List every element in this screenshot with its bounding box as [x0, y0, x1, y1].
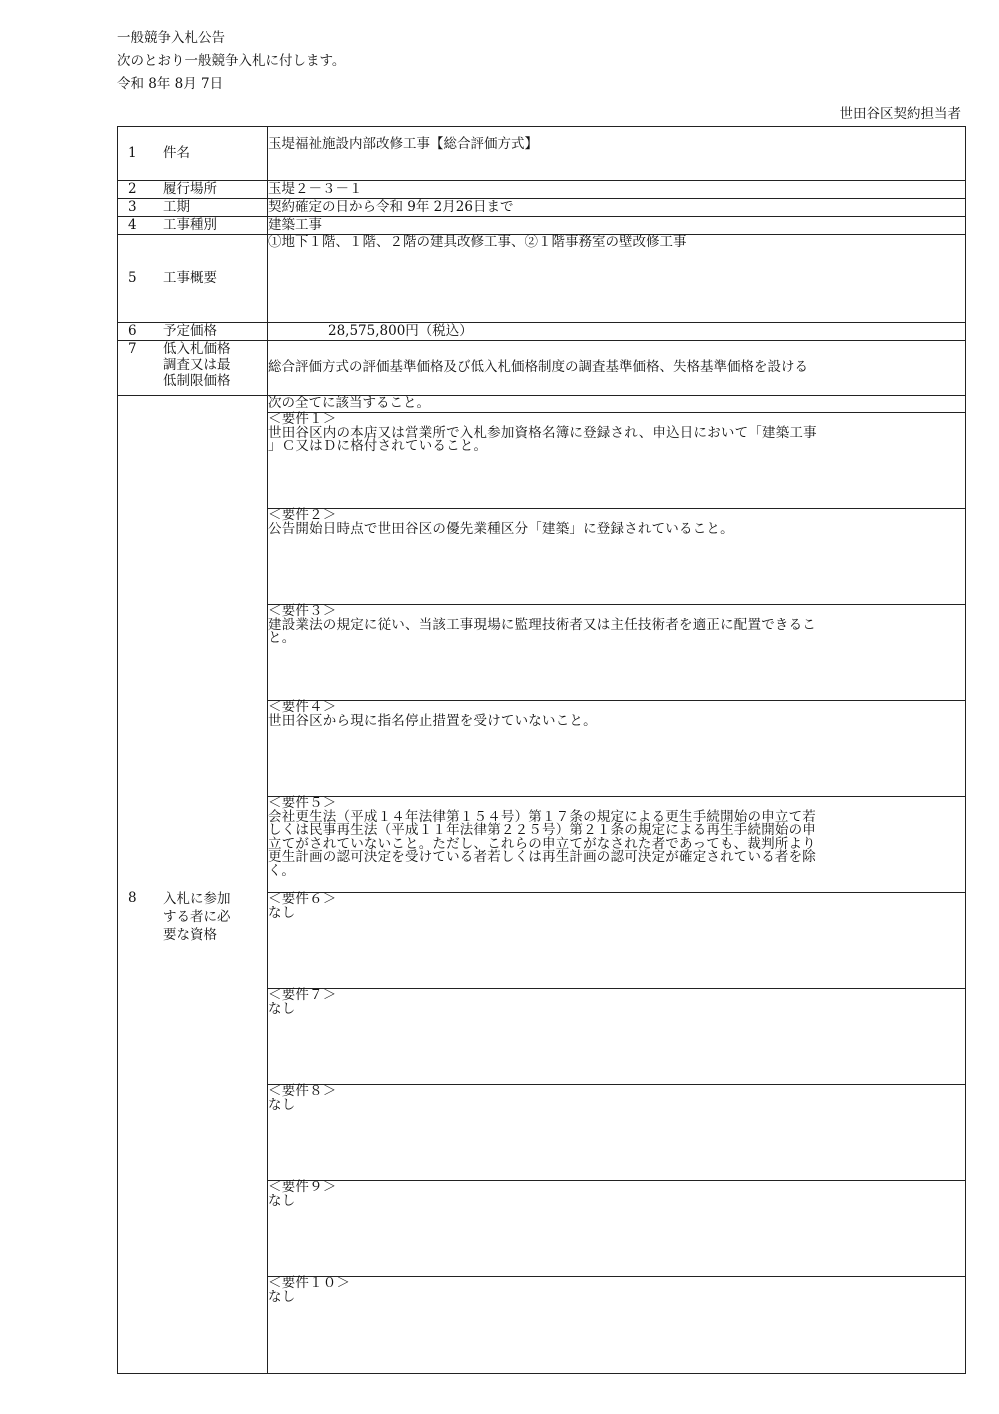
requirement-text: なし	[268, 1096, 296, 1113]
location-value: 玉堤２－３－１	[268, 181, 966, 199]
row-label-line: 調査又は最	[163, 356, 231, 373]
requirement-title: ＜要件３＞	[268, 603, 337, 619]
qualification-label-cell	[118, 396, 268, 1374]
requirement-title: ＜要件４＞	[268, 699, 337, 715]
requirement-text: なし	[268, 1192, 296, 1209]
requirement-text: 会社更生法（平成１４年法律第１５４号）第１７条の規定による更生手続開始の申立て若	[268, 808, 816, 825]
row-number: 7	[128, 341, 137, 357]
requirement-text: しくは民事再生法（平成１１年法律第２２５号）第２１条の規定による再生手続開始の申	[268, 822, 816, 838]
period-value: 契約確定の日から令和 9年 2月26日まで	[268, 199, 966, 217]
requirement-text: 世田谷区から現に指名停止措置を受けていないこと。	[268, 712, 597, 729]
requirement-title: ＜要件１０＞	[268, 1275, 351, 1291]
requirement-text: なし	[268, 904, 296, 921]
row-estimated-price	[118, 323, 966, 341]
requirement-title: ＜要件１＞	[268, 411, 337, 427]
row-label: 予定価格	[163, 322, 217, 339]
row-number: 8	[128, 890, 137, 906]
row-work-type	[118, 217, 966, 235]
requirement-title: ＜要件２＞	[268, 507, 337, 523]
row-label: 工期	[163, 198, 190, 215]
row-label: 工事種別	[163, 216, 217, 233]
row-label-line: 入札に参加	[163, 891, 231, 907]
row-number: 6	[128, 322, 137, 339]
requirement-text: と。	[268, 630, 296, 646]
requirement-text: く。	[268, 862, 296, 879]
requirement-title: ＜要件５＞	[268, 795, 337, 811]
row-number: 3	[128, 198, 137, 215]
project-name-value: 玉堤福祉施設内部改修工事【総合評価方式】	[268, 127, 966, 181]
requirement-text: なし	[268, 1000, 296, 1017]
row-label-line: 要な資格	[163, 926, 217, 943]
notice-date: 令和 8年 8月 7日	[117, 76, 224, 92]
requirement-title: ＜要件７＞	[268, 987, 337, 1003]
row-label-line: する者に必	[163, 908, 231, 925]
row-number: 2	[128, 180, 137, 197]
requirement-title: ＜要件６＞	[268, 891, 337, 907]
row-label: 工事概要	[163, 269, 217, 286]
row-project-name	[118, 127, 966, 181]
requirement-text: 立てがされていないこと。ただし、これらの申立てがなされた者であっても、裁判所より	[268, 835, 816, 852]
requirement-text: 公告開始日時点で世田谷区の優先業種区分「建築」に登録されていること。	[268, 520, 734, 537]
requirement-text: 更生計画の認可決定を受けている者若しくは再生計画の認可決定が確定されている者を除	[268, 849, 816, 865]
requirement-text: 世田谷区内の本店又は営業所で入札参加資格名簿に登録され、申込日において「建築工事	[268, 424, 817, 441]
row-label: 履行場所	[163, 180, 217, 197]
bid-notice-table	[117, 126, 966, 1374]
row-number: 5	[128, 269, 137, 286]
requirement-title: ＜要件８＞	[268, 1083, 337, 1099]
row-low-bid-price	[118, 341, 966, 396]
qualification-intro: 次の全てに該当すること。	[268, 396, 966, 413]
requirement-title: ＜要件９＞	[268, 1179, 337, 1195]
row-location	[118, 181, 966, 199]
row-label-line: 低入札価格	[163, 341, 231, 357]
row-label-line: 低制限価格	[163, 372, 231, 389]
notice-title: 一般競争入札公告	[117, 30, 225, 46]
contracting-officer: 世田谷区契約担当者	[839, 106, 961, 122]
estimated-price-value: 28,575,800円（税込）	[328, 322, 473, 339]
requirement-text: 建設業法の規定に従い、当該工事現場に監理技術者又は主任技術者を適正に配置できるこ	[268, 616, 816, 633]
work-summary-value: ①地下１階、１階、２階の建具改修工事、②１階事務室の壁改修工事	[268, 235, 966, 323]
requirement-text: なし	[268, 1288, 296, 1305]
row-work-summary	[118, 235, 966, 323]
row-number: 1	[128, 144, 137, 161]
low-bid-price-value: 総合評価方式の評価基準価格及び低入札価格制度の調査基準価格、失格基準価格を設ける	[268, 341, 966, 396]
row-period	[118, 199, 966, 217]
requirement-text: 」Ｃ又はＤに格付されていること。	[268, 438, 488, 454]
row-label: 件名	[163, 144, 190, 161]
row-number: 4	[128, 216, 137, 233]
row-qualification-intro	[118, 396, 966, 413]
notice-statement: 次のとおり一般競争入札に付します。	[117, 53, 346, 69]
work-type-value: 建築工事	[268, 217, 966, 235]
